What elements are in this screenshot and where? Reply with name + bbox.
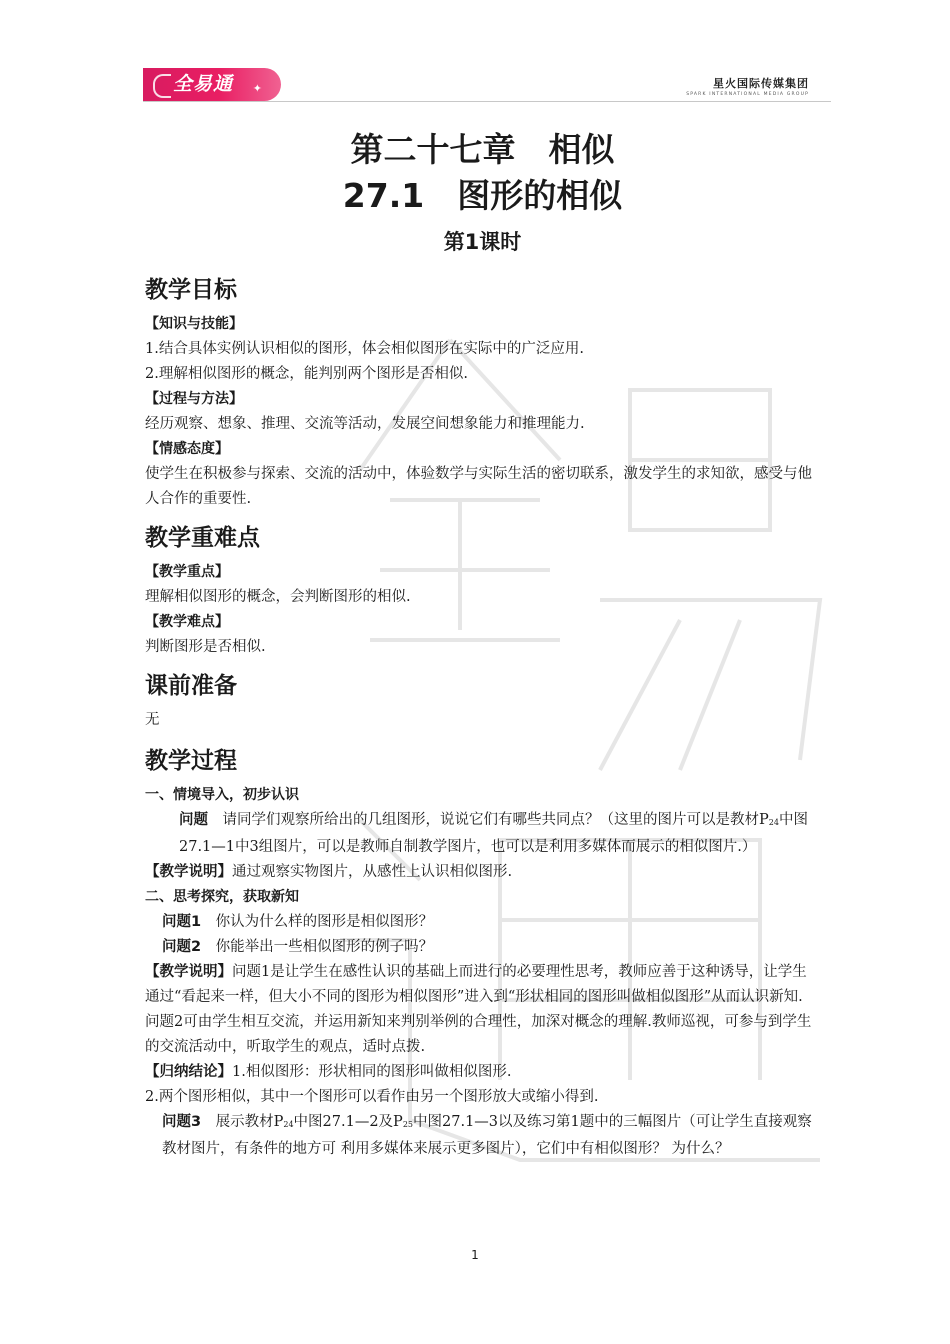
question-3-text-a: 展示教材P	[201, 1114, 284, 1130]
process-method-label: 【过程与方法】	[145, 391, 243, 407]
knowledge-item-1: 1.结合具体实例认识相似的图形，体会相似图形在实际中的广泛应用.	[145, 341, 584, 357]
focus-label: 【教学重点】	[145, 564, 229, 580]
question-1-label: 问题1	[162, 914, 202, 930]
note-label: 【教学说明】	[145, 864, 232, 880]
section-title: 27.1 图形的相似	[342, 176, 623, 215]
emotion-item: 使学生在积极参与探索、交流的活动中，体验数学与实际生活的密切联系，激发学生的求知欲，感受与他人合作的重要性.	[145, 466, 812, 507]
question-3-label: 问题3	[162, 1114, 202, 1130]
process-heading: 教学过程	[145, 748, 237, 774]
document-body	[145, 128, 815, 1162]
question-3	[145, 1110, 815, 1162]
key-points-heading: 教学重难点	[145, 525, 260, 551]
page-number: 1	[471, 1248, 479, 1262]
page-header	[143, 68, 831, 101]
brand-logo	[143, 68, 281, 101]
part1-question	[145, 808, 815, 860]
difficulty-label: 【教学难点】	[145, 614, 229, 630]
header-divider	[143, 101, 831, 102]
chapter-title: 第二十七章 相似	[350, 130, 615, 169]
knowledge-item-2: 2.理解相似图形的概念，能判别两个图形是否相似.	[145, 366, 468, 382]
conclusion-2: 2.两个图形相似，其中一个图形可以看作由另一个图形放大或缩小得到.	[145, 1089, 599, 1105]
logo-swirl-icon	[153, 74, 171, 98]
question-3-text-b: 中图27.1—2及P	[293, 1114, 403, 1130]
question-text-cont: 中图27.1—1中3组图片，可以是教师自制教学图片，也可以是利用多媒体而展示的相似图片.）	[179, 812, 808, 855]
question-2-label: 问题2	[162, 939, 202, 955]
preparation-text: 无	[145, 712, 160, 728]
question-1-text: 你认为什么样的图形是相似图形？	[201, 914, 434, 930]
note-text: 通过观察实物图片，从感性上认识相似图形.	[232, 864, 513, 880]
objectives-heading: 教学目标	[145, 277, 237, 303]
knowledge-label: 【知识与技能】	[145, 316, 243, 332]
focus-item: 理解相似图形的概念，会判断图形的相似.	[145, 589, 411, 605]
publisher-mark	[686, 75, 809, 97]
difficulty-item: 判断图形是否相似.	[145, 639, 266, 655]
preparation-heading: 课前准备	[145, 673, 237, 699]
page-subscript-1: 24	[283, 1120, 294, 1129]
conclusion-label: 【归纳结论】	[145, 1064, 232, 1080]
question-2	[145, 935, 815, 960]
process-method-item: 经历观察、想象、推理、交流等活动，发展空间想象能力和推理能力.	[145, 416, 585, 432]
question-2-text: 你能举出一些相似图形的例子吗？	[201, 939, 434, 955]
note-text: 问题1是让学生在感性认识的基础上而进行的必要理性思考，教师应善于这种诱导，让学生通过“看起来一样，但大小不同的图形为相似图形”进入到“形状相同的图形叫做相似图形”从而认识新知.问题2可由学生相互交流，并运用新知来判别举例的合理性，加深对概念的理解.教师巡视，可参与到学生的交流活动中，听取学生的观点，适时点拨.	[145, 964, 812, 1055]
lesson-title: 第1课时	[443, 230, 522, 254]
publisher-name-en: SPARK INTERNATIONAL MEDIA GROUP	[686, 92, 809, 97]
publisher-name-cn: 星火国际传媒集团	[713, 77, 809, 90]
conclusion-1	[145, 1060, 815, 1085]
logo-text: 全易通	[173, 73, 234, 95]
question-1	[145, 910, 815, 935]
page-subscript: 24	[768, 818, 779, 827]
question-text: 请同学们观察所给出的几组图形，说说它们有哪些共同点？（这里的图片可以是教材P	[208, 812, 769, 828]
conclusion-text-1: 1.相似图形：形状相同的图形叫做相似图形.	[232, 1064, 512, 1080]
question-3-text-c: 中图27.1—3以及练习第1题中的三幅图片（可让学生直接观察教材图片，有条件的地方可 利用多媒体来展示更多图片），它们中有相似图形？ 为什么？	[162, 1114, 812, 1157]
part1-note	[145, 860, 815, 885]
page-subscript-2: 25	[402, 1120, 414, 1129]
sparkle-icon: ✦	[252, 82, 263, 95]
emotion-label: 【情感态度】	[145, 441, 229, 457]
note-label: 【教学说明】	[145, 964, 232, 980]
part2-note	[145, 960, 815, 1060]
question-label: 问题	[179, 812, 208, 828]
part2-title: 二、思考探究，获取新知	[145, 889, 299, 905]
part1-title: 一、情境导入，初步认识	[145, 787, 299, 803]
